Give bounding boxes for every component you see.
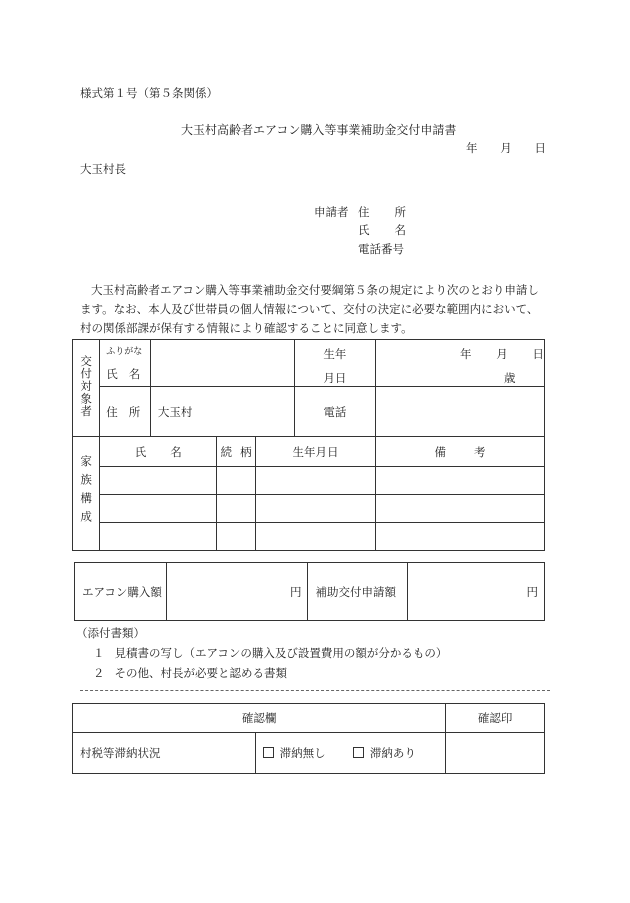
family-header-birth: 生年月日 (256, 437, 376, 467)
cut-line (80, 690, 550, 691)
body-line-1: 大玉村高齢者エアコン購入等事業補助金交付要綱第５条の規定により次のとおり申請し (91, 283, 539, 297)
addressee: 大玉村長 (80, 162, 126, 176)
family-name-cell[interactable] (100, 467, 217, 495)
body-line-3: 村の関係部課が保有する情報により確認することに同意します。 (80, 321, 413, 335)
date-year-label: 年 (466, 141, 478, 155)
form-title: 大玉村高齢者エアコン購入等事業補助金交付申請書 (181, 123, 457, 137)
family-header-name: 氏 名 (100, 437, 217, 467)
family-relation-cell[interactable] (217, 495, 256, 523)
phone-field[interactable] (375, 387, 544, 437)
family-header-note: 備 考 (375, 437, 544, 467)
family-note-cell[interactable] (375, 495, 544, 523)
family-relation-cell[interactable] (217, 467, 256, 495)
tax-yes-label: 滞納あり (369, 746, 416, 760)
birth-day-label: 日 (532, 347, 544, 361)
date-month-label: 月 (500, 141, 512, 155)
attachment-item-2: ２ その他、村長が必要と認める書類 (93, 666, 287, 680)
family-birth-cell[interactable] (256, 495, 376, 523)
seal-field[interactable] (446, 733, 545, 774)
tax-status-options (255, 733, 446, 774)
date-day-label: 日 (534, 141, 546, 155)
family-section-label: 家族構成 (73, 437, 100, 551)
seal-header: 確認印 (446, 704, 545, 733)
form-number: 様式第１号（第５条関係） (80, 86, 218, 100)
amount-table (74, 562, 545, 621)
subsidy-unit: 円 (526, 584, 538, 599)
address-label-cell (100, 387, 151, 437)
subsidy-amount-label: 補助交付申請額 (308, 563, 408, 621)
age-label: 歳 (503, 371, 516, 385)
family-relation-cell[interactable] (217, 523, 256, 551)
phone-label: 電話 (323, 404, 347, 419)
birth-label-1: 生年 (323, 347, 347, 361)
family-name-cell[interactable] (100, 523, 217, 551)
address-label: 住 所 (106, 404, 141, 419)
attachments-heading: （添付書類） (76, 626, 145, 640)
furigana-label: ふりがな (106, 347, 143, 357)
tax-yes-checkbox[interactable] (353, 747, 364, 758)
applicant-phone-label: 電話番号 (358, 242, 404, 256)
birth-date-field[interactable] (375, 340, 544, 387)
family-header-relation: 続 柄 (217, 437, 256, 467)
address-field[interactable] (150, 387, 294, 437)
family-note-cell[interactable] (375, 467, 544, 495)
family-note-cell[interactable] (375, 523, 544, 551)
phone-label-cell (294, 387, 375, 437)
applicant-label: 申請者 (314, 205, 349, 219)
confirm-table (72, 703, 545, 774)
family-name-cell[interactable] (100, 495, 217, 523)
tax-none-checkbox[interactable] (263, 747, 274, 758)
family-row (73, 495, 545, 523)
address-value: 大玉村 (157, 404, 193, 419)
applicant-address-label: 住 所 (358, 205, 406, 219)
family-row (73, 467, 545, 495)
name-label: 氏 名 (106, 367, 141, 381)
family-row (73, 523, 545, 551)
purchase-amount-field[interactable] (166, 563, 308, 621)
confirm-header: 確認欄 (73, 704, 446, 733)
attachment-item-1: １ 見積書の写し（エアコンの購入及び設置費用の額が分かるもの） (93, 646, 448, 660)
birth-year-label: 年 (459, 347, 472, 361)
family-birth-cell[interactable] (256, 467, 376, 495)
applicant-name-label: 氏 名 (358, 223, 406, 237)
target-section-label: 交付対象者 (73, 340, 100, 437)
purchase-unit: 円 (289, 584, 302, 599)
purchase-amount-label: エアコン購入額 (75, 563, 167, 621)
target-name-field[interactable] (150, 340, 294, 387)
birth-label-cell (294, 340, 375, 387)
tax-none-label: 滞納無し (279, 746, 326, 760)
birth-month-label: 月 (496, 347, 508, 361)
name-label-cell (100, 340, 151, 387)
subsidy-amount-field[interactable] (408, 563, 545, 621)
birth-label-2: 月日 (323, 371, 347, 385)
date-line (466, 143, 546, 155)
body-line-2: ます。なお、本人及び世帯員の個人情報について、交付の決定に必要な範囲内において、 (80, 302, 539, 316)
applicant-table (72, 339, 545, 551)
tax-status-label: 村税等滞納状況 (73, 733, 256, 774)
family-birth-cell[interactable] (256, 523, 376, 551)
